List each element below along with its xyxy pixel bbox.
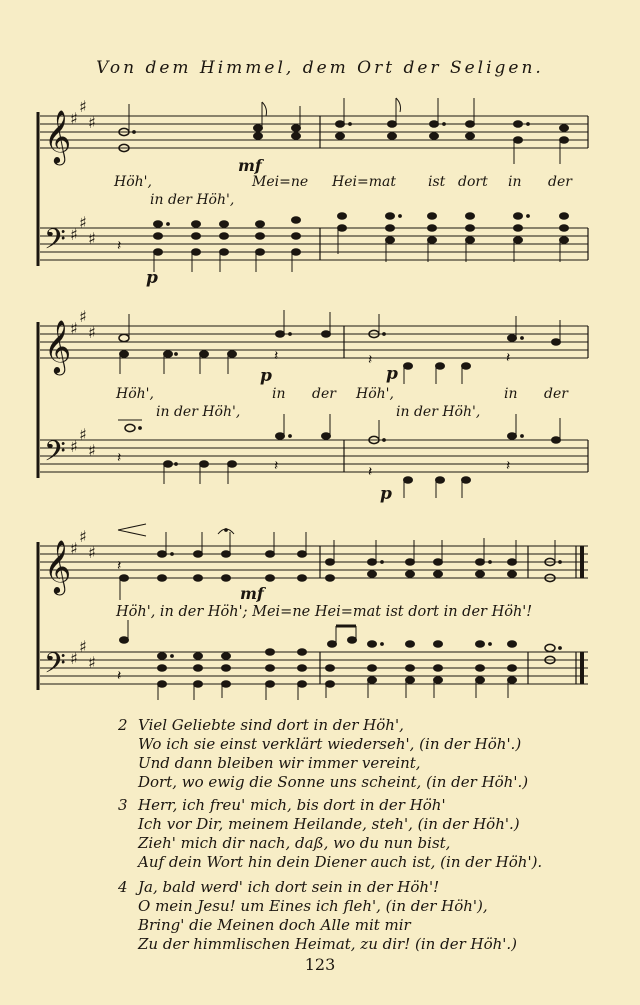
verse-line: Zu der himmlischen Heimat, zu dir! (in der Höh'.) bbox=[138, 935, 518, 953]
lyric-syllable: in bbox=[508, 174, 522, 190]
svg-text:𝄽: 𝄽 bbox=[117, 238, 122, 254]
svg-text:♯: ♯ bbox=[79, 425, 87, 444]
hymn-title: Von dem Himmel, dem Ort der Seligen. bbox=[96, 58, 544, 78]
verse-line: Ich vor Dir, meinem Heilande, steh', (in der Höh'.) bbox=[138, 815, 520, 833]
verse-line: Bring' die Meinen doch Alle mit mir bbox=[138, 916, 411, 934]
svg-text:𝄢: 𝄢 bbox=[44, 223, 66, 263]
dynamic-mark: p bbox=[386, 364, 398, 384]
dynamic-mark: mf bbox=[240, 584, 264, 603]
verse-line: Wo ich sie einst verklärt wiederseh', (in der Höh'.) bbox=[138, 735, 522, 753]
lyric-syllable: in der Höh', bbox=[150, 192, 235, 208]
svg-text:𝄞: 𝄞 bbox=[44, 109, 72, 163]
lyric-syllable: der bbox=[312, 386, 336, 402]
svg-text:♯: ♯ bbox=[79, 97, 87, 116]
svg-text:𝄽: 𝄽 bbox=[274, 348, 279, 364]
svg-text:𝄽: 𝄽 bbox=[274, 458, 279, 474]
svg-text:♯: ♯ bbox=[79, 637, 87, 656]
verse-line: Zieh' mich dir nach, daß, wo du nun bist, bbox=[138, 834, 451, 852]
verse-block bbox=[120, 796, 542, 872]
svg-text:♯: ♯ bbox=[88, 113, 96, 132]
lyric-syllable: dort bbox=[458, 174, 488, 190]
lyric-syllable: der bbox=[548, 174, 572, 190]
svg-text:♯: ♯ bbox=[70, 649, 78, 668]
lyric-syllable: in bbox=[504, 386, 518, 402]
svg-text:𝄽: 𝄽 bbox=[117, 668, 122, 684]
svg-text:♯: ♯ bbox=[70, 437, 78, 456]
svg-text:♯: ♯ bbox=[79, 527, 87, 546]
verse-block bbox=[120, 716, 528, 792]
note-group bbox=[254, 102, 301, 139]
svg-text:𝄢: 𝄢 bbox=[44, 435, 66, 475]
svg-text:♯: ♯ bbox=[70, 225, 78, 244]
verse-number: 3 bbox=[118, 796, 128, 814]
lyric-line: Höh', in der Höh'; Mei=ne Hei=mat ist dort in der Höh'! bbox=[116, 604, 533, 620]
dynamic-mark: p bbox=[260, 366, 272, 386]
verse-number: 2 bbox=[118, 716, 128, 734]
svg-text:𝄞: 𝄞 bbox=[44, 539, 72, 593]
lyric-syllable: ist bbox=[428, 174, 446, 190]
dynamic-mark: p bbox=[146, 268, 158, 288]
page-number: 123 bbox=[304, 955, 336, 974]
verse-line: Auf dein Wort hin dein Diener auch ist, (in der Höh'). bbox=[138, 853, 543, 871]
svg-text:𝄽: 𝄽 bbox=[368, 352, 373, 368]
lyric-syllable: in der Höh', bbox=[156, 404, 241, 420]
svg-text:♯: ♯ bbox=[88, 543, 96, 562]
system-2 bbox=[38, 307, 588, 498]
verse-block bbox=[120, 878, 517, 954]
svg-text:𝄽: 𝄽 bbox=[117, 558, 122, 574]
svg-text:𝄢: 𝄢 bbox=[44, 647, 66, 687]
lyric-syllable: in der Höh', bbox=[396, 404, 481, 420]
lyric-syllable: Höh', bbox=[114, 174, 152, 190]
lyric-syllable: Mei=ne bbox=[252, 174, 309, 190]
svg-text:♯: ♯ bbox=[79, 213, 87, 232]
lyric-syllable: Hei=mat bbox=[332, 174, 396, 190]
svg-text:♯: ♯ bbox=[88, 229, 96, 248]
dynamic-mark: p bbox=[380, 484, 392, 504]
verse-line: Und dann bleiben wir immer vereint, bbox=[138, 754, 421, 772]
svg-text:♯: ♯ bbox=[70, 109, 78, 128]
verse-line: Ja, bald werd' ich dort sein in der Höh'! bbox=[138, 878, 440, 896]
svg-text:𝄞: 𝄞 bbox=[44, 319, 72, 373]
verse-line: Herr, ich freu' mich, bis dort in der Höh' bbox=[138, 796, 446, 814]
lyric-syllable: der bbox=[544, 386, 568, 402]
lyric-syllable: Höh', bbox=[116, 386, 154, 402]
svg-text:𝄽: 𝄽 bbox=[506, 458, 511, 474]
svg-text:♯: ♯ bbox=[70, 319, 78, 338]
svg-text:𝄽: 𝄽 bbox=[506, 350, 511, 366]
svg-text:♯: ♯ bbox=[88, 441, 96, 460]
svg-text:♯: ♯ bbox=[70, 539, 78, 558]
verse-line: O mein Jesu! um Eines ich fleh', (in der Höh'), bbox=[138, 897, 488, 915]
lyric-syllable: Höh', bbox=[356, 386, 394, 402]
svg-text:♯: ♯ bbox=[88, 323, 96, 342]
svg-text:♯: ♯ bbox=[88, 653, 96, 672]
verse-number: 4 bbox=[118, 878, 128, 896]
lyric-syllable: in bbox=[272, 386, 286, 402]
svg-text:♯: ♯ bbox=[79, 307, 87, 326]
svg-text:𝄽: 𝄽 bbox=[117, 450, 122, 466]
verse-line: Dort, wo ewig die Sonne uns scheint, (in der Höh'.) bbox=[138, 773, 529, 791]
dynamic-mark: mf bbox=[238, 156, 262, 175]
svg-text:𝄽: 𝄽 bbox=[368, 464, 373, 480]
verse-line: Viel Geliebte sind dort in der Höh', bbox=[138, 716, 404, 734]
